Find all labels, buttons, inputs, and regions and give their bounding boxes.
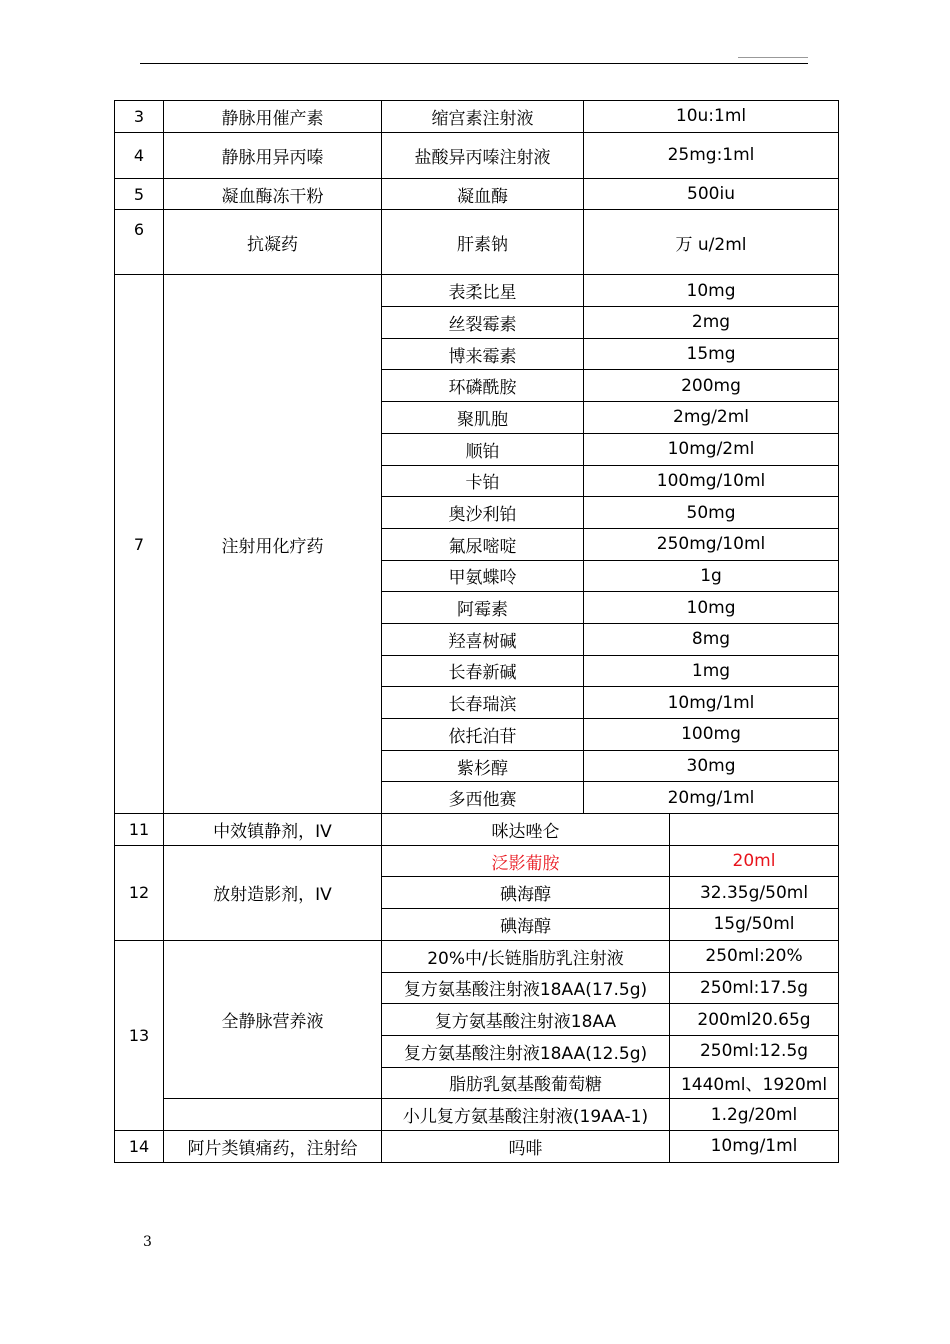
drug-name-cell: 长春新碱 xyxy=(382,655,584,687)
category-cell: 中效镇静剂，IV xyxy=(164,814,382,846)
drug-name-cell: 长春瑞滨 xyxy=(382,687,584,719)
category-cell: 静脉用催产素 xyxy=(164,101,382,133)
drug-name-cell: 阿霉素 xyxy=(382,592,584,624)
drug-name-cell: 卡铂 xyxy=(382,465,584,497)
table-row xyxy=(115,1099,839,1131)
drug-name-cell: 奥沙利铂 xyxy=(382,497,584,529)
drug-name-cell: 凝血酶 xyxy=(382,178,584,210)
spec-cell: 8mg xyxy=(584,623,839,655)
drug-name-cell: 小儿复方氨基酸注射液(19AA-1) xyxy=(382,1099,670,1131)
category-cell: 注射用化疗药 xyxy=(164,275,382,814)
drug-name-cell: 紫杉醇 xyxy=(382,750,584,782)
table-row xyxy=(115,275,839,307)
category-cell: 抗凝药 xyxy=(164,210,382,275)
spec-cell: 250ml:12.5g xyxy=(670,1035,839,1067)
table-row xyxy=(115,178,839,210)
header-mark xyxy=(738,57,808,58)
spec-cell: 50mg xyxy=(584,497,839,529)
drug-name-cell: 顺铂 xyxy=(382,433,584,465)
drug-name-cell: 依托泊苷 xyxy=(382,719,584,751)
spec-cell: 1.2g/20ml xyxy=(670,1099,839,1131)
spec-cell: 10mg/1ml xyxy=(670,1130,839,1162)
spec-cell: 15mg xyxy=(584,338,839,370)
spec-cell: 25mg:1ml xyxy=(584,132,839,178)
header-rule xyxy=(140,63,808,64)
category-cell: 全静脉营养液 xyxy=(164,940,382,1098)
spec-cell: 32.35g/50ml xyxy=(670,877,839,909)
drug-name-cell: 氟尿嘧啶 xyxy=(382,528,584,560)
drug-name-cell: 聚肌胞 xyxy=(382,402,584,434)
spec-cell: 1g xyxy=(584,560,839,592)
spec-cell: 200mg xyxy=(584,370,839,402)
drug-name-cell: 20%中/长链脂肪乳注射液 xyxy=(382,940,670,972)
row-number: 13 xyxy=(115,940,164,1130)
drug-name-cell: 复方氨基酸注射液18AA(12.5g) xyxy=(382,1035,670,1067)
table-row xyxy=(115,101,839,133)
spec-cell: 500iu xyxy=(584,178,839,210)
drug-name-cell: 缩宫素注射液 xyxy=(382,101,584,133)
category-cell-empty xyxy=(164,1099,382,1131)
spec-cell: 15g/50ml xyxy=(670,909,839,941)
spec-cell: 2mg xyxy=(584,307,839,339)
spec-cell: 250ml:20% xyxy=(670,940,839,972)
spec-cell: 10mg xyxy=(584,275,839,307)
row-number: 5 xyxy=(115,178,164,210)
category-cell: 阿片类镇痛药，注射给 xyxy=(164,1130,382,1162)
drug-name-cell: 复方氨基酸注射液18AA xyxy=(382,1004,670,1036)
drug-name-cell: 肝素钠 xyxy=(382,210,584,275)
spec-cell: 10mg xyxy=(584,592,839,624)
drug-name-cell: 碘海醇 xyxy=(382,877,670,909)
drug-name-cell: 泛影葡胺 xyxy=(382,845,670,877)
spec-cell: 100mg/10ml xyxy=(584,465,839,497)
spec-cell: 30mg xyxy=(584,750,839,782)
spec-cell: 1440ml、1920ml xyxy=(670,1067,839,1099)
table-row xyxy=(115,940,839,972)
category-cell: 静脉用异丙嗪 xyxy=(164,132,382,178)
page-number: 3 xyxy=(143,1234,152,1250)
row-number: 4 xyxy=(115,132,164,178)
spec-cell: 250ml:17.5g xyxy=(670,972,839,1004)
spec-cell: 2mg/2ml xyxy=(584,402,839,434)
drug-name-cell: 复方氨基酸注射液18AA(17.5g) xyxy=(382,972,670,1004)
spec-cell: 10u:1ml xyxy=(584,101,839,133)
table-row xyxy=(115,132,839,178)
spec-cell: 10mg/1ml xyxy=(584,687,839,719)
drug-name-cell: 丝裂霉素 xyxy=(382,307,584,339)
spec-cell: 250mg/10ml xyxy=(584,528,839,560)
category-cell: 凝血酶冻干粉 xyxy=(164,178,382,210)
spec-cell: 万 u/2ml xyxy=(584,210,839,275)
drug-name-cell: 环磷酰胺 xyxy=(382,370,584,402)
spec-cell: 100mg xyxy=(584,719,839,751)
row-number: 11 xyxy=(115,814,164,846)
row-number: 7 xyxy=(115,275,164,814)
category-cell: 放射造影剂，IV xyxy=(164,845,382,940)
drug-name-cell: 博来霉素 xyxy=(382,338,584,370)
table-row xyxy=(115,1130,839,1162)
drug-table xyxy=(114,100,839,1163)
spec-cell: 20mg/1ml xyxy=(584,782,839,814)
drug-name-cell: 盐酸异丙嗪注射液 xyxy=(382,132,584,178)
table-row xyxy=(115,210,839,275)
spec-cell xyxy=(670,814,839,846)
table-row xyxy=(115,814,839,846)
drug-name-cell: 多西他赛 xyxy=(382,782,584,814)
drug-name-cell: 吗啡 xyxy=(382,1130,670,1162)
spec-cell: 1mg xyxy=(584,655,839,687)
row-number: 3 xyxy=(115,101,164,133)
drug-name-cell: 甲氨蝶呤 xyxy=(382,560,584,592)
drug-name-cell: 表柔比星 xyxy=(382,275,584,307)
spec-cell: 10mg/2ml xyxy=(584,433,839,465)
drug-name-cell: 脂肪乳氨基酸葡萄糖 xyxy=(382,1067,670,1099)
drug-name-cell: 羟喜树碱 xyxy=(382,623,584,655)
row-number: 6 xyxy=(115,210,164,275)
row-number: 14 xyxy=(115,1130,164,1162)
spec-cell: 20ml xyxy=(670,845,839,877)
drug-name-cell: 碘海醇 xyxy=(382,909,670,941)
drug-name-cell: 咪达唑仑 xyxy=(382,814,670,846)
spec-cell: 200ml20.65g xyxy=(670,1004,839,1036)
row-number: 12 xyxy=(115,845,164,940)
table-row xyxy=(115,845,839,877)
